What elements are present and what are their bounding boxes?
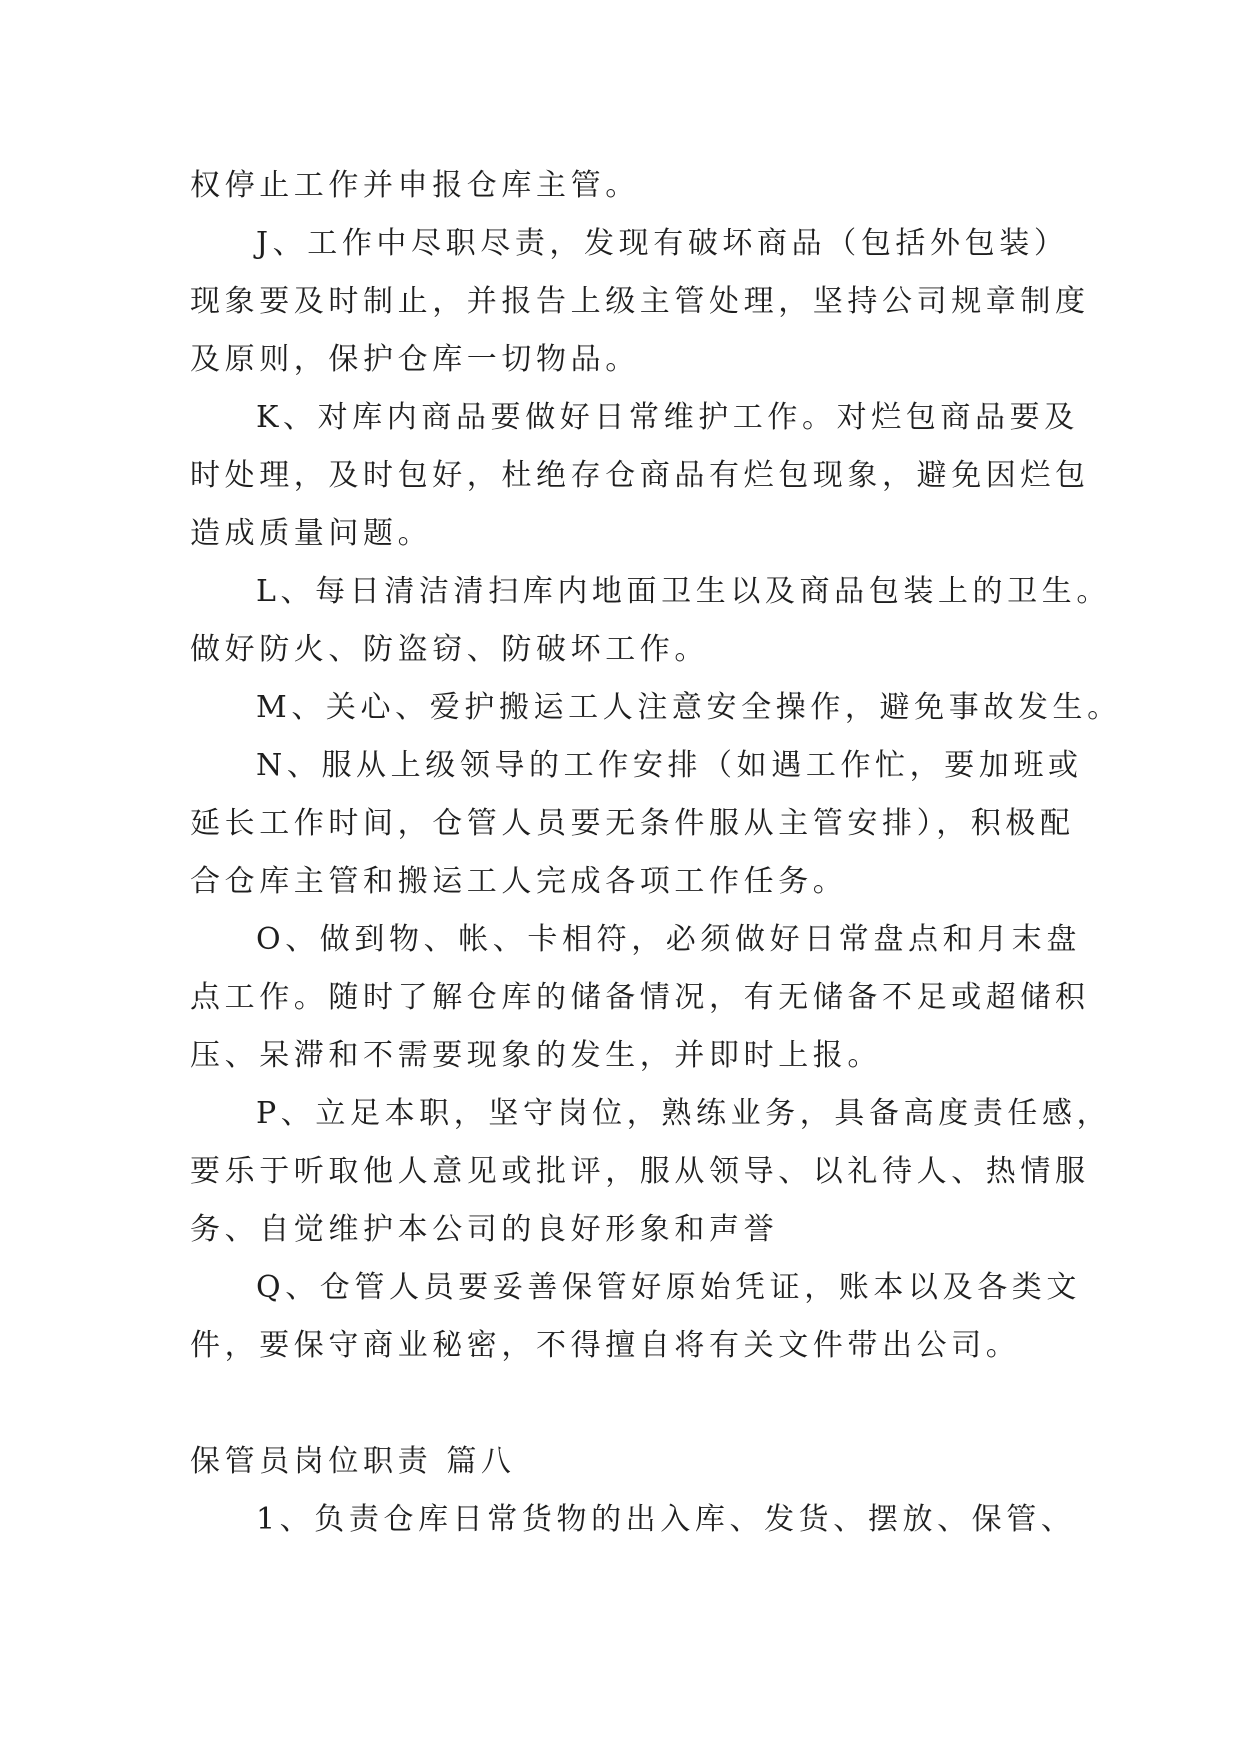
body-text-line: 延长工作时间，仓管人员要无条件服从主管安排），积极配 [190, 806, 1075, 841]
body-text-line: 合仓库主管和搬运工人完成各项工作任务。 [190, 864, 848, 899]
paragraph-p-start: P、立足本职，坚守岗位，熟练业务，具备高度责任感， [256, 1096, 1112, 1131]
paragraph-1-start: 1、负责仓库日常货物的出入库、发货、摆放、保管、 [256, 1502, 1076, 1537]
body-text-line: 造成质量问题。 [190, 516, 433, 551]
section-heading: 保管员岗位职责 篇八 [190, 1444, 516, 1479]
paragraph-l-start: L、每日清洁清扫库内地面卫生以及商品包装上的卫生。 [256, 574, 1111, 609]
body-text-line: 权停止工作并申报仓库主管。 [190, 168, 640, 203]
paragraph-n-start: N、服从上级领导的工作安排（如遇工作忙，要加班或 [256, 748, 1083, 783]
body-text-line: 及原则，保护仓库一切物品。 [190, 342, 640, 377]
body-text-line: 务、自觉维护本公司的良好形象和声誉 [190, 1212, 779, 1247]
paragraph-m-start: M、关心、爱护搬运工人注意安全操作，避免事故发生。 [256, 690, 1122, 725]
body-text-line: 压、呆滞和不需要现象的发生，并即时上报。 [190, 1038, 882, 1073]
paragraph-j-start: J、工作中尽职尽责，发现有破坏商品（包括外包装） [256, 226, 1069, 261]
body-text-line: 件，要保守商业秘密，不得擅自将有关文件带出公司。 [190, 1328, 1021, 1363]
paragraph-k-start: K、对库内商品要做好日常维护工作。对烂包商品要及 [256, 400, 1079, 435]
paragraph-o-start: O、做到物、帐、卡相符，必须做好日常盘点和月末盘 [256, 922, 1081, 957]
body-text-line: 现象要及时制止，并报告上级主管处理，坚持公司规章制度 [190, 284, 1090, 319]
body-text-line: 点工作。随时了解仓库的储备情况，有无储备不足或超储积 [190, 980, 1090, 1015]
body-text-line: 时处理，及时包好，杜绝存仓商品有烂包现象，避免因烂包 [190, 458, 1090, 493]
body-text-line: 做好防火、防盗窃、防破坏工作。 [190, 632, 709, 667]
body-text-line: 要乐于听取他人意见或批评，服从领导、以礼待人、热情服 [190, 1154, 1090, 1189]
paragraph-q-start: Q、仓管人员要妥善保管好原始凭证，账本以及各类文 [256, 1270, 1081, 1305]
